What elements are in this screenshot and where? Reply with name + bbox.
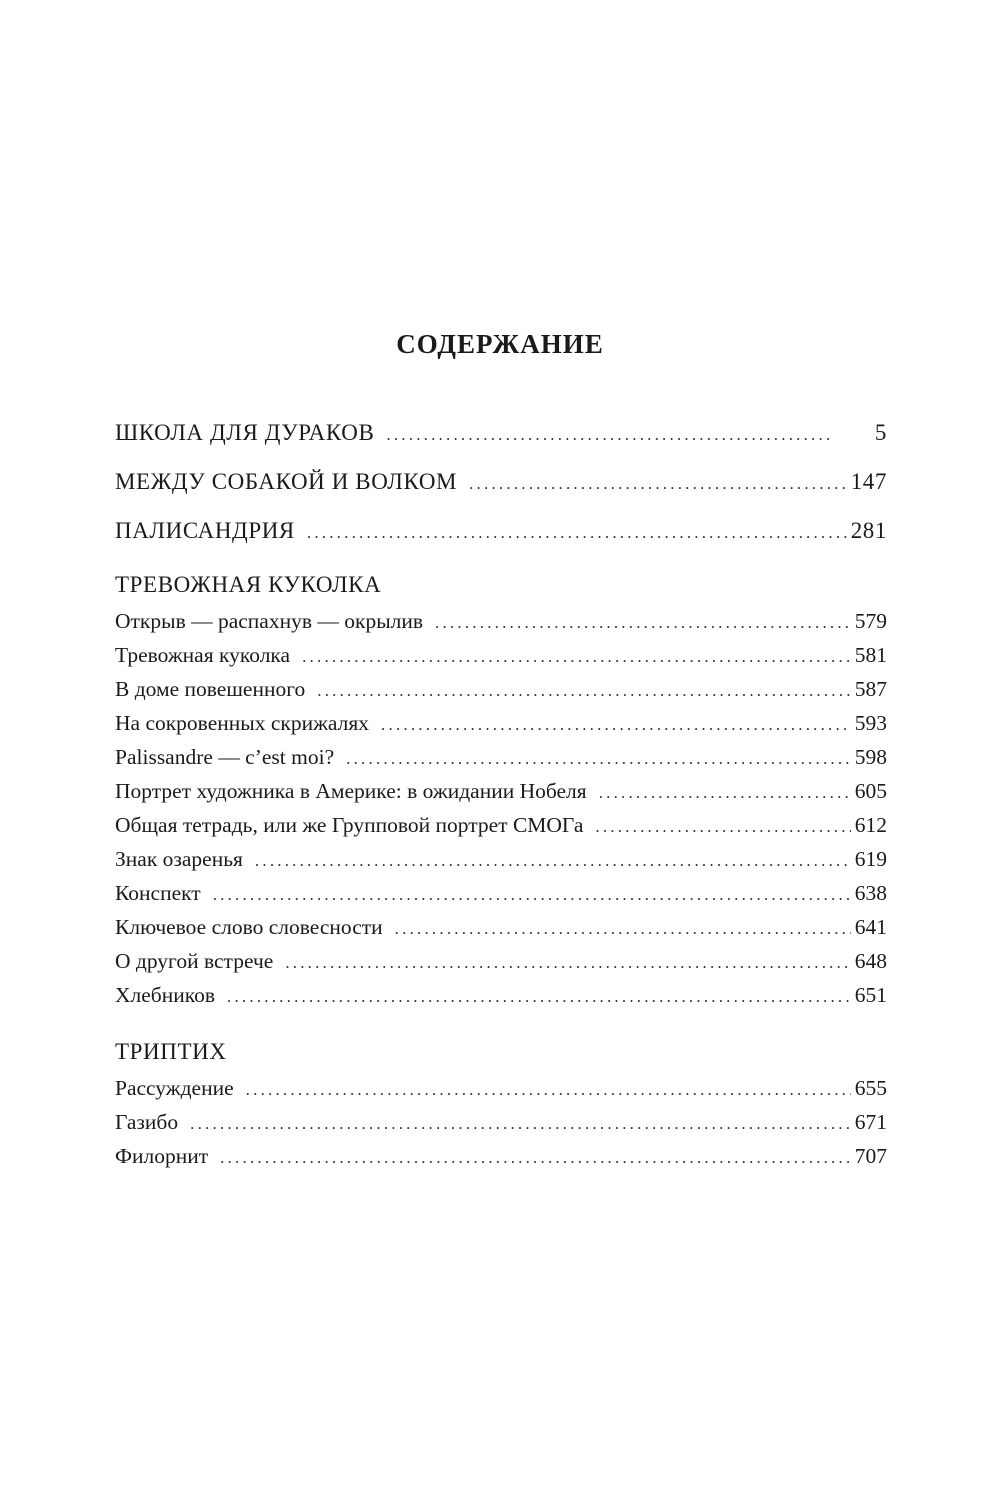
toc-entry-major bbox=[115, 457, 887, 506]
toc-entry bbox=[115, 638, 887, 672]
toc-entry-label: На сокровенных скрижалях bbox=[115, 711, 370, 735]
dot-leader bbox=[246, 1073, 851, 1107]
toc-entry-label: Palissandre — c’est moi? bbox=[115, 745, 335, 769]
toc-entry bbox=[115, 774, 887, 808]
toc-entry-label: Открыв — распахнув — окрылив bbox=[115, 609, 424, 633]
toc-entry-page: 655 bbox=[854, 1076, 887, 1100]
toc-entry bbox=[115, 1139, 887, 1173]
toc-entry-page: 587 bbox=[854, 677, 887, 701]
toc-entry-page: 281 bbox=[850, 518, 887, 543]
section-heading: ТРЕВОЖНАЯ КУКОЛКА bbox=[115, 572, 382, 597]
toc-entry-page: 581 bbox=[854, 643, 887, 667]
dot-leader bbox=[285, 946, 850, 980]
dot-leader bbox=[435, 606, 851, 640]
dot-leader bbox=[255, 844, 851, 878]
toc-entry-page: 579 bbox=[854, 609, 887, 633]
toc-entry-label: Рассуждение bbox=[115, 1076, 234, 1100]
dot-leader bbox=[302, 640, 851, 674]
toc-entry bbox=[115, 842, 887, 876]
toc-entry-page: 593 bbox=[854, 711, 887, 735]
toc-entry-major bbox=[115, 506, 887, 555]
dot-leader bbox=[227, 980, 851, 1014]
toc-entry-page: 648 bbox=[854, 949, 887, 973]
toc-entry-label: В доме повешенного bbox=[115, 677, 306, 701]
toc-entry bbox=[115, 672, 887, 706]
dot-leader bbox=[381, 708, 851, 742]
toc-entry-major bbox=[115, 408, 887, 457]
toc-entry-label: Хлебников bbox=[115, 983, 216, 1007]
toc-entry-label: Тревожная куколка bbox=[115, 643, 291, 667]
toc-entry bbox=[115, 1071, 887, 1105]
toc-entry-label: ПАЛИСАНДРИЯ bbox=[115, 518, 295, 543]
dot-leader bbox=[595, 810, 850, 844]
toc-entry-page: 5 bbox=[874, 420, 887, 445]
toc-entry bbox=[115, 978, 887, 1012]
toc-entry-label: Ключевое слово словесности bbox=[115, 915, 383, 939]
toc-entry bbox=[115, 944, 887, 978]
toc-entry-label: Портрет художника в Америке: в ожидании Нобеля bbox=[115, 779, 587, 803]
toc-entry-page: 671 bbox=[854, 1110, 887, 1134]
toc-entry bbox=[115, 876, 887, 910]
toc-entry-page: 612 bbox=[854, 813, 887, 837]
toc-entry bbox=[115, 706, 887, 740]
toc-entry-page: 651 bbox=[854, 983, 887, 1007]
toc-entry-label: Знак озаренья bbox=[115, 847, 243, 871]
section-heading: ТРИПТИХ bbox=[115, 1039, 227, 1064]
dot-leader bbox=[599, 776, 851, 810]
dot-leader bbox=[317, 674, 851, 708]
toc-entry bbox=[115, 808, 887, 842]
toc-entry-label: Конспект bbox=[115, 881, 201, 905]
dot-leader bbox=[469, 459, 847, 508]
toc-entry-page: 598 bbox=[854, 745, 887, 769]
toc-entry-page: 638 bbox=[854, 881, 887, 905]
toc-entry-page: 147 bbox=[850, 469, 887, 494]
toc-entry bbox=[115, 604, 887, 638]
dot-leader bbox=[346, 742, 851, 776]
toc-entry-page: 641 bbox=[854, 915, 887, 939]
toc-entry-label: МЕЖДУ СОБАКОЙ И ВОЛКОМ bbox=[115, 469, 458, 494]
dot-leader bbox=[386, 410, 833, 459]
dot-leader bbox=[220, 1141, 851, 1175]
toc-entry bbox=[115, 1105, 887, 1139]
toc-entry-label: ШКОЛА ДЛЯ ДУРАКОВ bbox=[115, 420, 375, 445]
toc-entry bbox=[115, 740, 887, 774]
dot-leader bbox=[395, 912, 851, 946]
toc-entry bbox=[115, 910, 887, 944]
toc-entry-page: 707 bbox=[854, 1144, 887, 1168]
toc-entry-label: О другой встрече bbox=[115, 949, 274, 973]
toc-entry-label: Газибо bbox=[115, 1110, 179, 1134]
dot-leader bbox=[213, 878, 851, 912]
toc-entry-label: Филорнит bbox=[115, 1144, 209, 1168]
toc-entry-page: 619 bbox=[854, 847, 887, 871]
toc-entry-page: 605 bbox=[854, 779, 887, 803]
dot-leader bbox=[190, 1107, 851, 1141]
dot-leader bbox=[307, 508, 847, 557]
table-of-contents bbox=[115, 408, 887, 1173]
page-title: СОДЕРЖАНИЕ bbox=[396, 329, 604, 359]
toc-entry-label: Общая тетрадь, или же Групповой портрет СМОГа bbox=[115, 813, 584, 837]
